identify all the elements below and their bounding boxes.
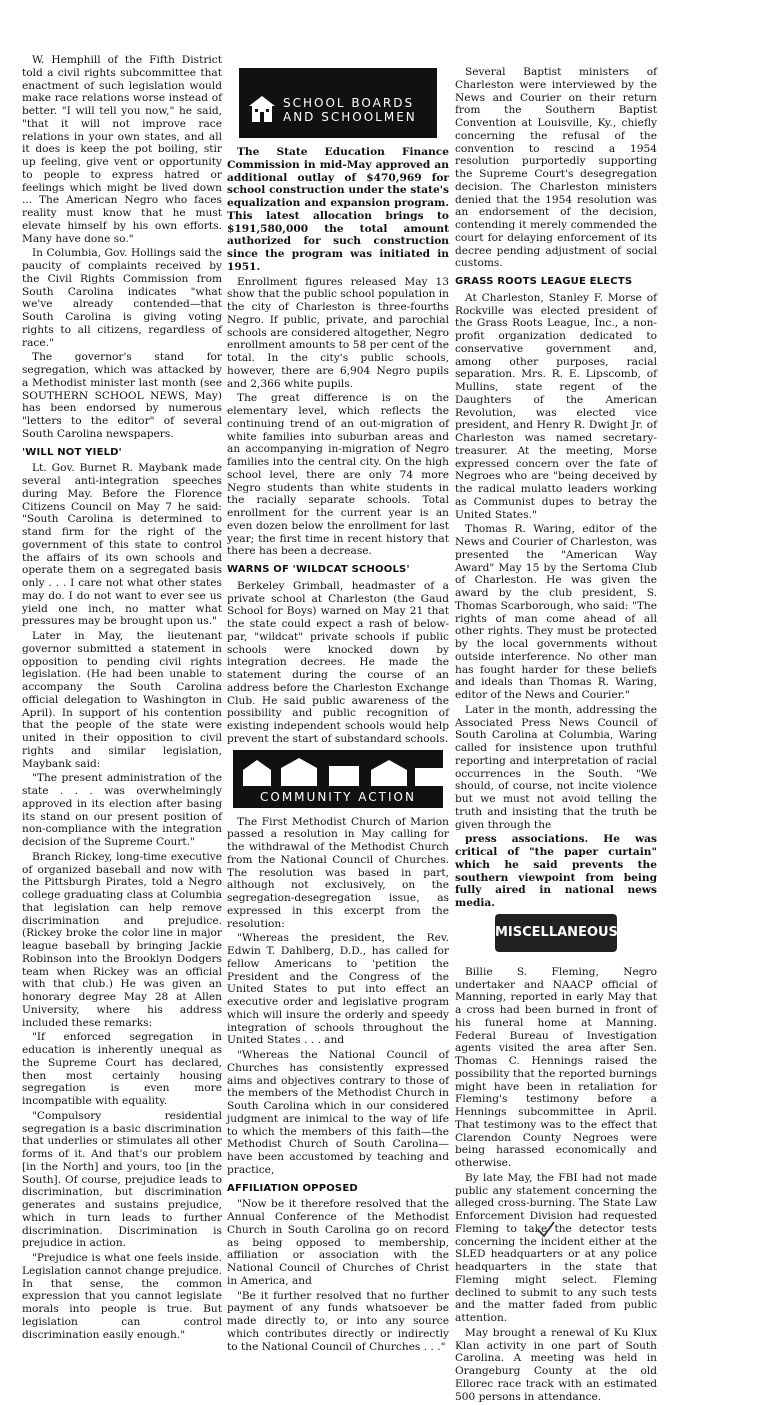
section-heading: WARNS OF 'WILDCAT SCHOOLS' (227, 564, 410, 575)
paragraph: "Compulsory residential segregation is a basic discrimination that underlies or stimulates all other forms of it. And that's our problem [in the North] and yours, too [in the South]. Of course, prejudice leads to discrimination, but discrimination generates and sustains prejudice, which in turn leads to further discrimination. Discrimination is prejudice in action. (22, 1109, 222, 1250)
section-heading: GRASS ROOTS LEAGUE ELECTS (455, 276, 633, 287)
section-heading: 'WILL NOT YIELD' (22, 446, 122, 458)
miscellaneous-banner (495, 914, 617, 952)
column-2 (227, 68, 449, 1355)
paragraph: Several Baptist ministers of Charleston were interviewed by the News and Courier on their return from the Southern Baptist Convention at Louisville, Ky., chiefly concerning the refusal of the convention to rescind a 1954 resolution purportedly supporting the Supreme Court's desegregation decision. The Charleston ministers denied that the 1954 resolution was an endorsement of the decision, contending it merely commended the court for delaying enforcement of its decree pending adjustment of social customs. (455, 66, 657, 270)
school-building-icon (247, 92, 277, 124)
paragraph: "Whereas the president, the Rev. Edwin T. Dahlberg, D.D., has called for fellow Americans to 'petition the President and the Congress of the United States to put into effect an executive order and legislative program which will insure the orderly and speedy integration of schools throughout the United States . . . and (227, 932, 449, 1047)
paragraph: By late May, the FBI had not made public any statement concerning the alleged cross-burning. The State Law Enforcement Division had requested Fleming to take the detector tests concerning the incident either at the SLED headquarters or at any police headquarters in the state that Fleming might select. Fleming declined to submit to any such tests and the matter faded from public attention. (455, 1171, 657, 1324)
check-mark-icon (536, 1218, 556, 1240)
paragraph: In Columbia, Gov. Hollings said the paucity of complaints received by the Civil Rights Commission from South Carolina indicates "what we've already contended—that South Carolina is giving voting rights to all citizens, regardless of race." (22, 247, 222, 349)
paragraph: Lt. Gov. Burnet R. Maybank made several anti-integration speeches during May. Before the Florence Citizens Council on May 7 he said: "South Carolina is determined to stand firm for the right of the government of this state to control the affairs of its own schools and operate them on a segregated basis only . . . I care not what other states may do. I do not want to ever see us yield one inch, no matter what pressures may be brought upon us." (22, 462, 222, 628)
miscellaneous-section (455, 966, 657, 1404)
paragraph: press associations. He was critical of "the paper curtain" which he said prevents the southern viewpoint from being fully aired in national news media. (455, 833, 657, 909)
paragraph: "The present administration of the state . . . was overwhelmingly approved in its election after basing its stand on our present position of non-compliance with the integration decision of the Supreme Court." (22, 772, 222, 848)
paragraph: "Be it further resolved that no further payment of any funds whatsoever be made directly to, or into any source which contributes directly or indirectly to the National Council of Churches . . ." (227, 1289, 449, 1353)
paragraph: "Whereas the National Council of Churches has consistently expressed aims and objectives contrary to those of the members of the Methodist Church in South Carolina which in our considered judgment are inimical to the way of life to which the members of this faith—the Methodist Church of South Carolina—have been accustomed by teaching and practice, (227, 1049, 449, 1176)
column-3 (455, 66, 657, 1405)
school-boards-banner (239, 68, 437, 138)
paragraph: "Prejudice is what one feels inside. Legislation cannot change prejudice. In that sense, the common expression that you cannot legislate morals into people is true. But legislation can control discrimination easily enough." (22, 1252, 222, 1341)
paragraph: May brought a renewal of Ku Klux Klan activity in one part of South Carolina. A meeting was held in Orangeburg County at the old Ellorec race track with an estimated 500 persons in attendance. (455, 1326, 657, 1403)
houses-icon (243, 756, 443, 786)
banner-title: COMMUNITY ACTION (260, 789, 416, 804)
column-1 (22, 54, 222, 1343)
paragraph: At Charleston, Stanley F. Morse of Rockville was elected president of the Grass Roots League, Inc., a non-profit organization dedicated to conservative government and, among other purposes, racial separation. Mrs. R. E. Lipscomb, of Mullins, state regent of the Daughters of the American Revolution, was elected vice president, and Henry R. Dwight Jr. of Charleston was named secretary-treasurer. At the meeting, Morse expressed concern over the fate of Negroes who are "being deceived by the radical mulatto leaders working as Communist dupes to betray the United States." (455, 291, 657, 521)
paragraph: Billie S. Fleming, Negro undertaker and NAACP official of Manning, reported in early May that a cross had been burned in front of his funeral home at Manning. Federal Bureau of Investigation agents visited the area after Sen. Thomas C. Hennings raised the possibility that the reported burnings might have been in retaliation for Fleming's testimony before a Hennings subcommittee in April. That testimony was to the effect that Clarendon County Negroes were being harassed economically and otherwise. (455, 965, 657, 1169)
paragraph: Later in May, the lieutenant governor submitted a statement in opposition to pending civil rights legislation. (He had been unable to accompany the South Carolina official delegation to Washington in April). In support of his contention that the people of the state were united in their opposition to civil rights and similar legislation, Maybank said: (22, 630, 222, 770)
paragraph: The First Methodist Church of Marion passed a resolution in May calling for the withdrawal of the Methodist Church from the National Council of Churches. The resolution was based in part, although not exclusively, on the segregation-desegregation issue, as expressed in this excerpt from the resolution: (227, 815, 449, 930)
community-action-banner (233, 750, 443, 808)
banner-title: MISCELLANEOUS (495, 924, 618, 940)
paragraph: The great difference is on the elementary level, which reflects the continuing trend of an out-migration of white families into suburban areas and an accompanying in-migration of Negro families into the central city. On the high school level, there are only 74 more Negro students than white students in the racially separate schools. Total enrollment for the current year is an even dozen below the enrollment for last year; the first time in recent history that there has been a decrease. (227, 392, 449, 558)
banner-title: SCHOOL BOARDS AND SCHOOLMEN (283, 96, 417, 124)
paragraph: Later in the month, addressing the Associated Press News Council of South Carolina at Columbia, Waring called for insistence upon truthful reporting and interpretation of racial occurrences in the South. "We should, of course, not incite violence but we must not avoid telling the truth and insisting that the truth be given through the (455, 703, 657, 831)
paragraph: Enrollment figures released May 13 show that the public school population in the city of Charleston is three-fourths Negro. If public, private, and parochial schools are considered altogether, Negro enrollment amounts to 58 per cent of the total. In the city's public schools, however, there are 6,904 Negro pupils and 2,366 white pupils. (227, 275, 449, 390)
paragraph: Berkeley Grimball, headmaster of a private school at Charleston (the Gaud School for Boys) warned on May 21 that the state could expect a rash of below-par, "wildcat" private schools if public schools were knocked down by integration decrees. He made the statement during the course of an address before the Charleston Exchange Club. He said public awareness of the possibility and public recognition of existing independent schools would help prevent the start of substandard schools. (227, 579, 449, 745)
paragraph: Thomas R. Waring, editor of the News and Courier of Charleston, was presented the "American Way Award" May 15 by the Sertoma Club of Charleston. He was given the award by the club president, S. Thomas Scarborough, who said: "The rights of man come ahead of all other rights. They must be protected by the local governments without outside interference. No other man has fought harder for these beliefs and ideals than Thomas R. Waring, editor of the News and Courier." (455, 523, 657, 701)
paragraph: Branch Rickey, long-time executive of organized baseball and now with the Pittsburgh Pirates, told a Negro college graduating class at Columbia that legislation can help remove discrimination and prejudice. (Rickey broke the color line in major league baseball by bringing Jackie Robinson into the Brooklyn Dodgers team when Rickey was an official with that club.) He was given an honorary degree May 28 at Allen University, where his address included these remarks: (22, 850, 222, 1029)
section-heading: AFFILIATION OPPOSED (227, 1182, 358, 1194)
paragraph: "If enforced segregation in education is inherently unequal as the Supreme Court has declared, then most certainly housing segregation is even more incompatible with equality. (22, 1031, 222, 1107)
paragraph: The State Education Finance Commission in mid-May approved an additional outlay of $470,969 for school construction under the state's equalization and expansion program. This latest allocation brings to $191,580,000 the total amount authorized for such construction since the program was initiated in 1951. (227, 146, 449, 273)
paragraph: W. Hemphill of the Fifth District told a civil rights subcommittee that enactment of such legislation would make race relations worse instead of better. "I will tell you now," he said, "that it will not improve race relations in your own states, and all it does is keep the pot boiling, stir up feeling, give vent or opportunity to people to express hatred or feelings which might be lived down ... The American Negro who faces reality must know that he must elevate himself by his own efforts. Many have done so." (22, 54, 222, 245)
paragraph: "Now be it therefore resolved that the Annual Conference of the Methodist Church in South Carolina go on record as being opposed to membership, affiliation or association with the National Council of Churches of Christ in America, and (227, 1198, 449, 1287)
paragraph: The governor's stand for segregation, which was attacked by a Methodist minister last month (see SOUTHERN SCHOOL NEWS, May) has been endorsed by numerous "letters to the editor" of several South Carolina newspapers. (22, 351, 222, 440)
